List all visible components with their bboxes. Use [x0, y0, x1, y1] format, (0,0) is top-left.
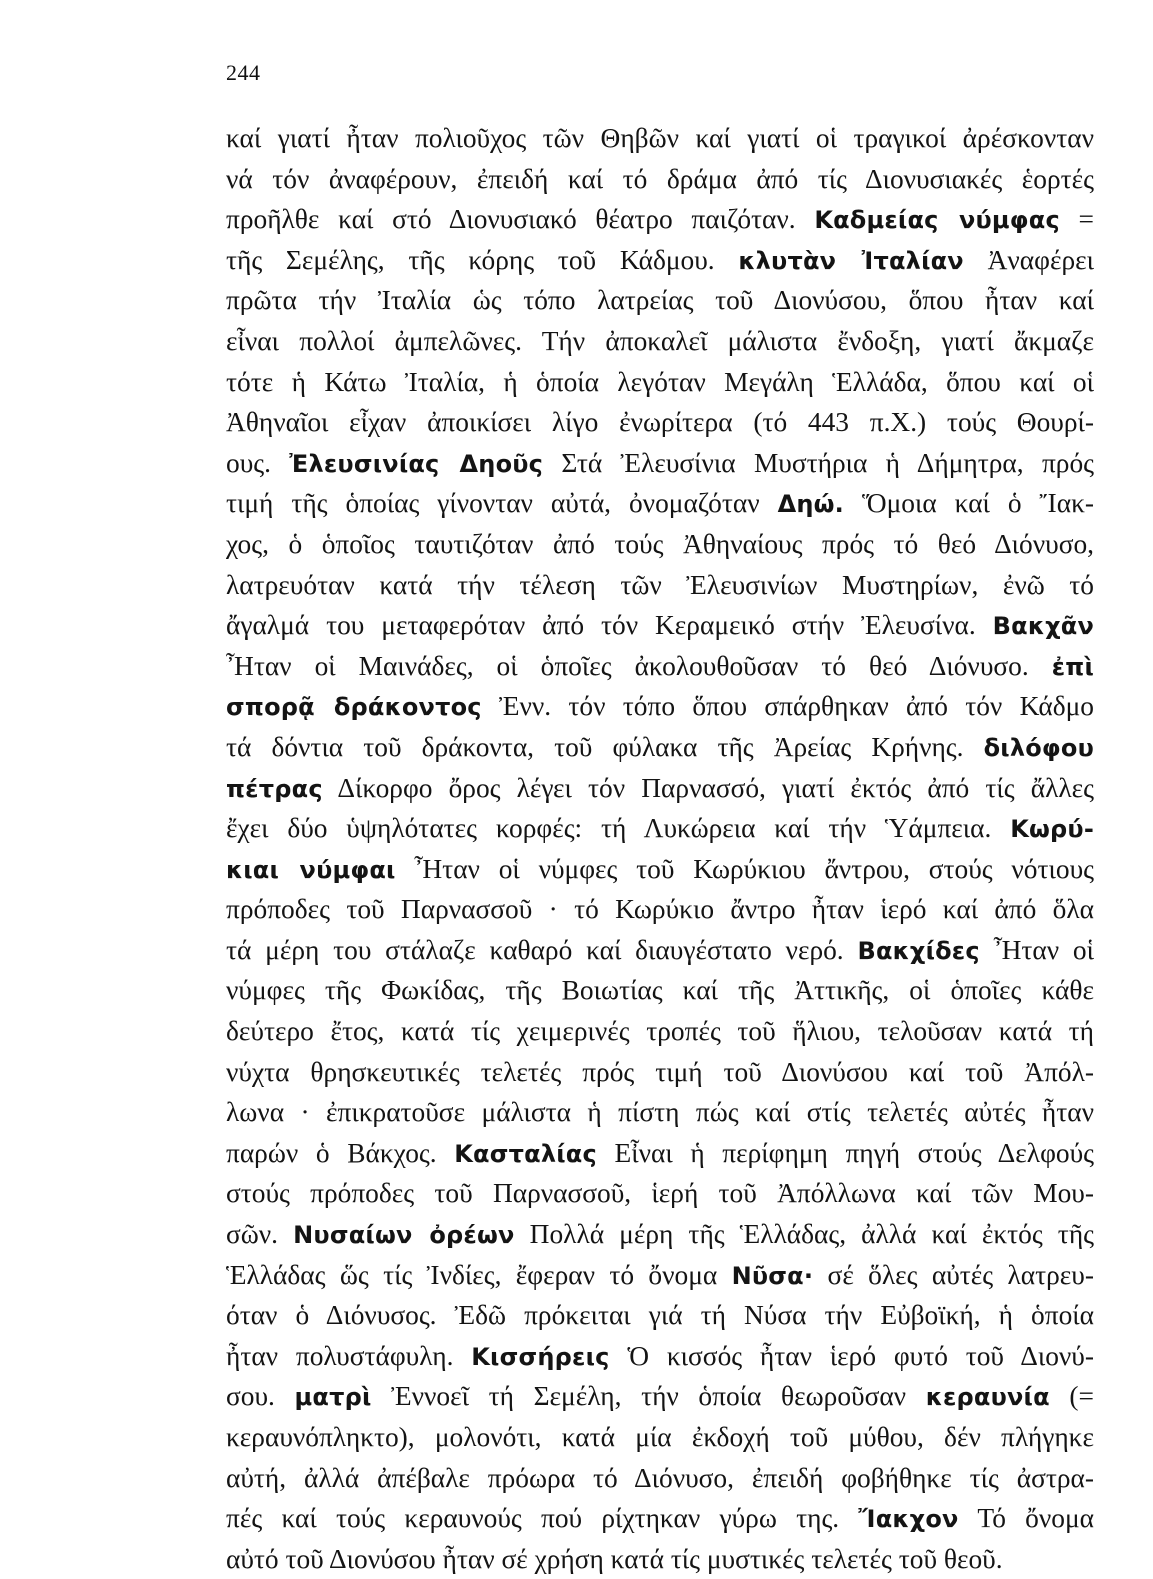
- text-segment: εἶναι πολλοί ἀμπελῶνες. Τήν ἀποκαλεῖ μάλιστα ἔνδοξη, γιατί ἄκμαζε: [226, 325, 1094, 356]
- text-line: [226, 686, 1094, 727]
- text-segment: πές καί τούς κεραυνούς πού ρίχτηκαν γύρω της.: [226, 1503, 859, 1534]
- text-line: [226, 1376, 1094, 1417]
- lemma-term: Βακχᾶν: [992, 612, 1094, 641]
- text-segment: προῆλθε καί στό Διονυσιακό θέατρο παιζόταν.: [226, 204, 815, 235]
- text-segment: νύχτα θρησκευτικές τελετές πρός τιμή τοῦ Διονύσου καί τοῦ Ἀπόλ-: [226, 1056, 1094, 1087]
- text-line: [226, 1539, 1094, 1579]
- text-line: [226, 1458, 1094, 1499]
- lemma-term: ματρὶ: [294, 1383, 372, 1412]
- lemma-term: Ἐλευσινίας Δηοῦς: [289, 449, 544, 478]
- text-line: [226, 1417, 1094, 1458]
- text-line: [226, 402, 1094, 443]
- text-segment: σῶν.: [226, 1219, 294, 1250]
- text-segment: Ἀναφέρει: [963, 244, 1094, 275]
- text-segment: τῆς Σεμέλης, τῆς κόρης τοῦ Κάδμου.: [226, 244, 739, 275]
- lemma-term: κλυτὰν Ἰταλίαν: [738, 246, 964, 275]
- text-segment: πρῶτα τήν Ἰταλία ὡς τόπο λατρείας τοῦ Διονύσου, ὅπου ἦταν καί: [226, 285, 1094, 316]
- text-segment: χος, ὁ ὁποῖος ταυτιζόταν ἀπό τούς Ἀθηναίους πρός τό θεό Διόνυσο,: [226, 528, 1094, 559]
- text-line: [226, 1173, 1094, 1214]
- lemma-term: Βακχίδες: [857, 936, 980, 965]
- lemma-term: ἐπὶ: [1051, 652, 1094, 681]
- text-segment: καί γιατί ἦταν πολιοῦχος τῶν Θηβῶν καί γιατί οἱ τραγικοί ἀρέσκονταν: [226, 123, 1094, 153]
- text-line: [226, 321, 1094, 362]
- text-segment: Δίκορφο ὄρος λέγει τόν Παρνασσό, γιατί ἐκτός ἀπό τίς ἄλλες: [322, 772, 1094, 803]
- text-segment: στούς πρόποδες τοῦ Παρνασσοῦ, ἱερή τοῦ Ἀπόλλωνα καί τῶν Μου-: [226, 1178, 1094, 1209]
- text-segment: τιμή τῆς ὁποίας γίνονταν αὐτά, ὀνομαζόταν: [226, 488, 778, 519]
- text-segment: τά μέρη του στάλαζε καθαρό καί διαυγέστατο νερό.: [226, 934, 858, 965]
- text-segment: ἔχει δύο ὑψηλότατες κορφές: τή Λυκώρεια καί τήν Ὑάμπεια.: [226, 813, 1011, 844]
- text-segment: ἄγαλμά του μεταφερόταν ἀπό τόν Κεραμεικό στήν Ἐλευσίνα.: [226, 610, 993, 641]
- lemma-term: Καδμείας νύμφας: [814, 206, 1060, 235]
- lemma-term: διλόφου: [983, 733, 1094, 762]
- text-line: [226, 1214, 1094, 1255]
- text-line: [226, 280, 1094, 321]
- text-line: [226, 1133, 1094, 1174]
- text-segment: Ἦταν οἱ νύμφες τοῦ Κωρύκιου ἄντρου, στούς νότιους: [395, 853, 1094, 884]
- text-segment: Ἑλλάδας ὥς τίς Ἰνδίες, ἔφεραν τό ὄνομα: [226, 1259, 732, 1290]
- text-segment: ἦταν πολυστάφυλη.: [226, 1340, 472, 1371]
- text-line: [226, 808, 1094, 849]
- text-segment: Ὅμοια καί ὁ Ἴακ-: [844, 488, 1094, 519]
- text-segment: λατρευόταν κατά τήν τέλεση τῶν Ἐλευσινίων Μυστηρίων, ἐνῶ τό: [226, 569, 1094, 600]
- text-line: [226, 1498, 1094, 1539]
- text-segment: σου.: [226, 1381, 295, 1412]
- text-line: [226, 1011, 1094, 1052]
- text-line: [226, 159, 1094, 200]
- text-line: [226, 727, 1094, 768]
- lemma-term: Κωρύ-: [1010, 815, 1094, 844]
- text-segment: Ἀθηναῖοι εἶχαν ἀποικίσει λίγο ἐνωρίτερα (τό 443 π.Χ.) τούς Θουρί-: [226, 407, 1094, 438]
- text-segment: Ἐνν. τόν τόπο ὅπου σπάρθηκαν ἀπό τόν Κάδμο: [481, 691, 1095, 722]
- text-line: [226, 362, 1094, 403]
- text-line: [226, 1092, 1094, 1133]
- text-segment: τότε ἡ Κάτω Ἰταλία, ἡ ὁποία λεγόταν Μεγάλη Ἑλλάδα, ὅπου καί οἱ: [226, 366, 1094, 397]
- text-segment: (=: [1049, 1381, 1095, 1412]
- text-segment: νύμφες τῆς Φωκίδας, τῆς Βοιωτίας καί τῆς Ἀττικῆς, οἱ ὁποῖες κάθε: [226, 975, 1094, 1006]
- lemma-term: Κασταλίας: [454, 1139, 597, 1168]
- text-segment: Ἦταν οἱ: [979, 934, 1094, 965]
- text-line: [226, 199, 1094, 240]
- text-line: [226, 240, 1094, 281]
- text-segment: =: [1059, 204, 1095, 235]
- text-line: [226, 930, 1094, 971]
- text-segment: δεύτερο ἔτος, κατά τίς χειμερινές τροπές τοῦ ἥλιου, τελοῦσαν κατά τή: [226, 1016, 1094, 1047]
- lemma-term: πέτρας: [226, 774, 323, 803]
- text-line: [226, 1295, 1094, 1336]
- text-line: [226, 443, 1094, 484]
- text-segment: αὐτό τοῦ Διονύσου ἦταν σέ χρήση κατά τίς μυστικές τελετές τοῦ θεοῦ.: [226, 1543, 1003, 1574]
- text-segment: αὐτή, ἀλλά ἀπέβαλε πρόωρα τό Διόνυσο, ἐπειδή φοβήθηκε τίς ἀστρα-: [226, 1462, 1094, 1493]
- text-line: [226, 849, 1094, 890]
- lemma-term: σπορᾷ δράκοντος: [226, 693, 482, 722]
- lemma-term: κεραυνία: [925, 1383, 1050, 1412]
- text-segment: Ἐννοεῖ τή Σεμέλη, τήν ὁποία θεωροῦσαν: [371, 1381, 926, 1412]
- text-line: [226, 646, 1094, 687]
- text-segment: παρών ὁ Βάκχος.: [226, 1137, 455, 1168]
- lemma-term: κιαι νύμφαι: [226, 855, 396, 884]
- lemma-term: Νῦσα·: [731, 1261, 814, 1290]
- page-number: 244: [226, 60, 261, 85]
- text-segment: Εἶναι ἡ περίφημη πηγή στούς Δελφούς: [596, 1137, 1094, 1168]
- text-segment: Στά Ἐλευσίνια Μυστήρια ἡ Δήμητρα, πρός: [543, 447, 1094, 478]
- lemma-term: Ἴακχον: [858, 1505, 959, 1534]
- text-segment: πρόποδες τοῦ Παρνασσοῦ · τό Κωρύκιο ἄντρο ἦταν ἱερό καί ἀπό ὅλα: [226, 894, 1094, 925]
- text-segment: τά δόντια τοῦ δράκοντα, τοῦ φύλακα τῆς Ἀρείας Κρήνης.: [226, 731, 984, 762]
- text-segment: όταν ὁ Διόνυσος. Ἐδῶ πρόκειται γιά τή Νύσα τήν Εὐβοϊκή, ἡ ὁποία: [226, 1300, 1094, 1331]
- text-segment: κεραυνόπληκτο), μολονότι, κατά μία ἐκδοχή τοῦ μύθου, δέν πλήγηκε: [226, 1422, 1094, 1452]
- text-line: [226, 1255, 1094, 1296]
- text-segment: Ἦταν οἱ Μαινάδες, οἱ ὁποῖες ἀκολουθοῦσαν τό θεό Διόνυσο.: [226, 650, 1052, 681]
- text-segment: νά τόν ἀναφέρουν, ἐπειδή καί τό δράμα ἀπό τίς Διονυσιακές ἑορτές: [226, 163, 1094, 194]
- text-line: [226, 768, 1094, 809]
- text-line: [226, 1336, 1094, 1377]
- text-line: [226, 565, 1094, 606]
- text-line: [226, 605, 1094, 646]
- text-line: [226, 524, 1094, 565]
- text-segment: ους.: [226, 447, 290, 478]
- text-segment: σέ ὅλες αὐτές λατρευ-: [813, 1259, 1094, 1290]
- text-segment: Πολλά μέρη τῆς Ἑλλάδας, ἀλλά καί ἐκτός τῆς: [514, 1219, 1094, 1250]
- lemma-term: Δηώ.: [777, 490, 844, 519]
- commentary-text: [226, 118, 1094, 1579]
- text-line: [226, 118, 1094, 159]
- text-line: [226, 483, 1094, 524]
- text-segment: Τό ὄνομα: [958, 1503, 1094, 1534]
- text-line: [226, 889, 1094, 930]
- text-line: [226, 970, 1094, 1011]
- lemma-term: Νυσαίων ὀρέων: [293, 1221, 515, 1250]
- lemma-term: Κισσήρεις: [471, 1342, 610, 1371]
- text-segment: Ὁ κισσός ἦταν ἱερό φυτό τοῦ Διονύ-: [609, 1340, 1094, 1371]
- text-segment: λωνα · ἐπικρατοῦσε μάλιστα ἡ πίστη πώς καί στίς τελετές αὐτές ἦταν: [226, 1097, 1094, 1128]
- text-line: [226, 1052, 1094, 1093]
